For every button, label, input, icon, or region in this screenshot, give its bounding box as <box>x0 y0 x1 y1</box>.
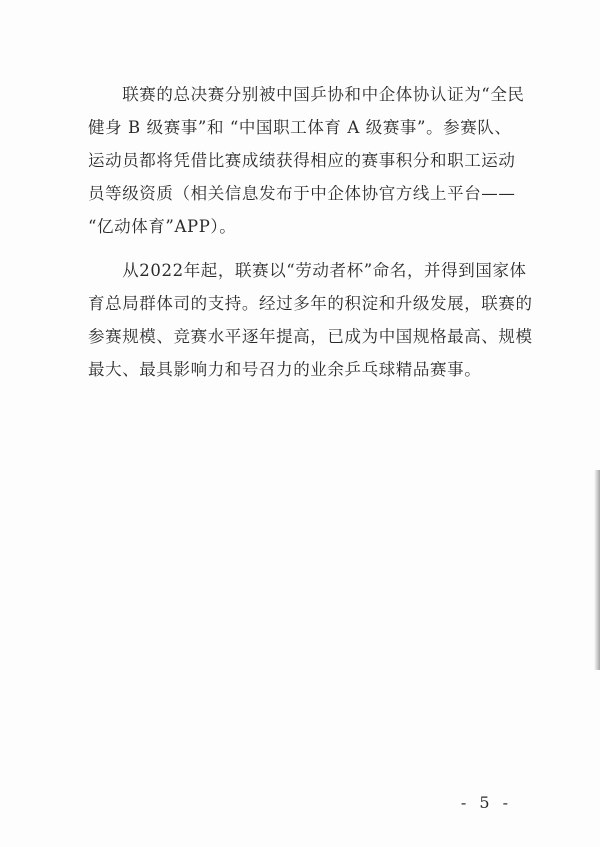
scan-edge-shadow <box>594 470 600 670</box>
paragraph-line: 参赛规模、竞赛水平逐年提高，已成为中国规格最高、规模 <box>88 327 533 346</box>
paragraph-1 <box>88 78 525 243</box>
page-number: - 5 - <box>460 793 512 812</box>
body-text <box>88 78 533 386</box>
paragraph-2 <box>88 254 533 386</box>
paragraph-line: 运动员都将凭借比赛成绩获得相应的赛事积分和职工运动 <box>88 151 516 170</box>
paragraph-spacer <box>88 243 518 254</box>
paragraph-line: 育总局群体司的支持。经过多年的积淀和升级发展，联赛的 <box>88 294 533 313</box>
paragraph-line: 从2022年起，联赛以“劳动者杯”命名，并得到国家体 <box>88 261 527 280</box>
paragraph-line: 最大、最具影响力和号召力的业余乒乓球精品赛事。 <box>88 360 482 379</box>
paragraph-line: 员等级资质（相关信息发布于中企体协官方线上平台—— <box>88 184 516 203</box>
paragraph-line: 健身 B 级赛事”和 “中国职工体育 A 级赛事”。参赛队、 <box>88 118 512 137</box>
paragraph-line: 联赛的总决赛分别被中国乒协和中企体协认证为“全民 <box>88 85 525 104</box>
paragraph-line: “亿动体育”APP）。 <box>88 217 237 236</box>
